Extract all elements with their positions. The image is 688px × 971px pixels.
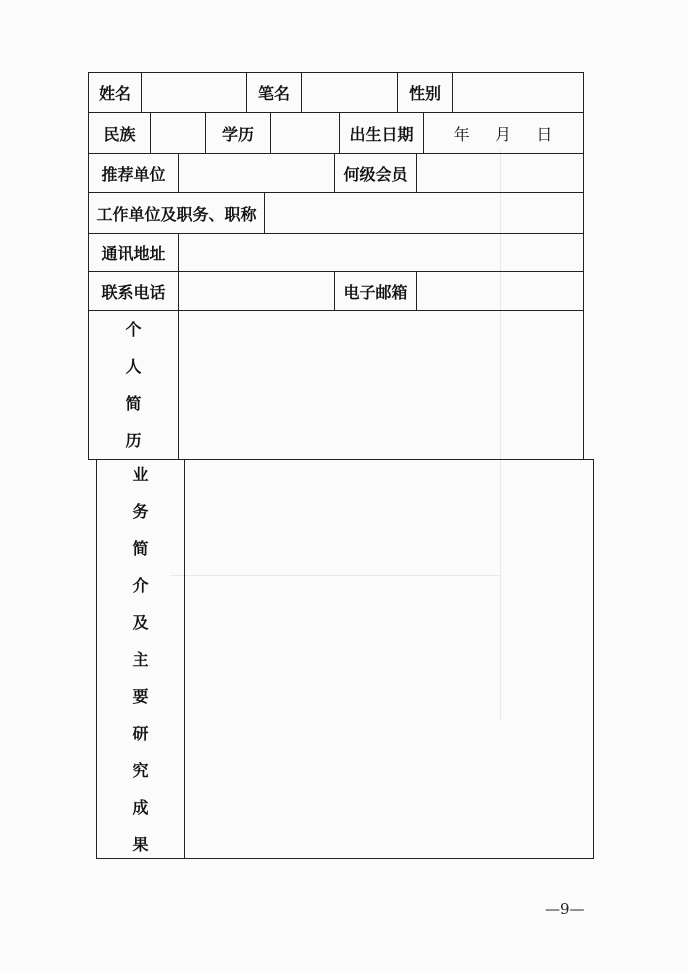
resume-label-char: 个 bbox=[125, 320, 142, 339]
penname-field[interactable] bbox=[301, 72, 398, 113]
resume-label-char: 人 bbox=[125, 357, 142, 376]
business-label-char: 及 bbox=[132, 612, 149, 632]
business-label-char: 果 bbox=[132, 834, 149, 854]
business-label-char: 主 bbox=[132, 649, 149, 669]
name-field[interactable] bbox=[141, 72, 247, 113]
workplace-field[interactable] bbox=[264, 192, 584, 234]
business-field[interactable] bbox=[184, 459, 594, 859]
business-label-char: 介 bbox=[132, 575, 149, 595]
business-label-char: 业 bbox=[132, 464, 149, 484]
birthdate-label: 出生日期 bbox=[339, 112, 424, 154]
ethnicity-field[interactable] bbox=[150, 112, 206, 154]
email-label: 电子邮箱 bbox=[334, 271, 417, 311]
ethnicity-label: 民族 bbox=[88, 112, 151, 154]
member-level-field[interactable] bbox=[416, 153, 584, 193]
email-field[interactable] bbox=[416, 271, 584, 311]
business-label-char: 究 bbox=[132, 760, 149, 780]
recommender-field[interactable] bbox=[178, 153, 335, 193]
workplace-label: 工作单位及职务、职称 bbox=[88, 192, 265, 234]
phone-label: 联系电话 bbox=[88, 271, 179, 311]
business-label-char: 要 bbox=[132, 686, 149, 706]
gender-label: 性别 bbox=[397, 72, 453, 113]
address-field[interactable] bbox=[178, 233, 584, 272]
member-level-label: 何级会员 bbox=[334, 153, 417, 193]
resume-label bbox=[88, 310, 179, 460]
address-label: 通讯地址 bbox=[88, 233, 179, 272]
resume-field[interactable] bbox=[178, 310, 584, 460]
resume-label-char: 历 bbox=[125, 431, 142, 450]
education-label: 学历 bbox=[205, 112, 271, 154]
business-label-char: 简 bbox=[132, 538, 149, 558]
gender-field[interactable] bbox=[452, 72, 584, 113]
penname-label: 笔名 bbox=[246, 72, 302, 113]
business-label-char: 研 bbox=[132, 723, 149, 743]
page-number: —9— bbox=[545, 900, 585, 918]
business-label bbox=[96, 459, 185, 859]
business-label-char: 成 bbox=[132, 797, 149, 817]
resume-label-char: 简 bbox=[125, 394, 142, 413]
name-label: 姓名 bbox=[88, 72, 142, 113]
birthdate-field[interactable]: 年 月 日 bbox=[423, 112, 584, 154]
education-field[interactable] bbox=[270, 112, 340, 154]
phone-field[interactable] bbox=[178, 271, 335, 311]
business-label-char: 务 bbox=[132, 501, 149, 521]
recommender-label: 推荐单位 bbox=[88, 153, 179, 193]
